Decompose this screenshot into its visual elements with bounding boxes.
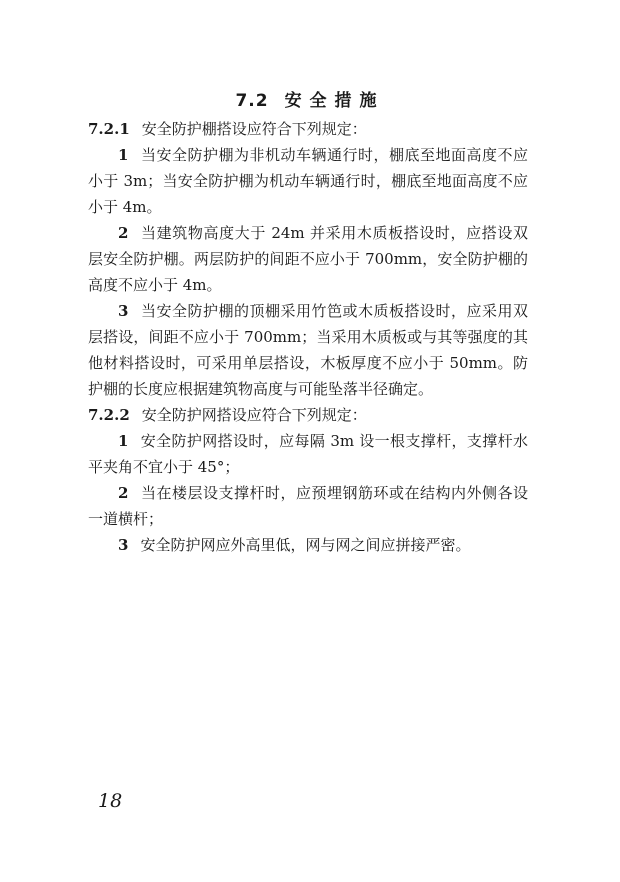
clause-item [88,532,528,558]
clause-heading: 安全防护网搭设应符合下列规定： [141,406,367,424]
section-number: 7.2 [235,91,269,111]
item-number: 3 [118,302,129,320]
item-number: 2 [118,484,129,502]
item-number: 2 [118,224,129,242]
clause-item [88,480,528,532]
clause-item [88,298,528,402]
item-text: 安全防护网应外高里低，网与网之间应拼接严密。 [140,536,471,554]
clause-7-2-1 [88,116,528,142]
item-text: 当安全防护棚的顶棚采用竹笆或木质板搭设时，应采用双层搭设，间距不应小于 700mm；当采用木质板或与其等强度的其他材料搭设时，可采用单层搭设，木板厚度不应小于 50mm。防护棚的长度应根据建筑物高度与可能坠落半径确定。 [88,302,528,398]
item-text: 当安全防护棚为非机动车辆通行时，棚底至地面高度不应小于 3m；当安全防护棚为机动车辆通行时，棚底至地面高度不应小于 4m。 [88,146,528,216]
clause-7-2-2 [88,402,528,428]
section-heading: 安全措施 [284,91,385,111]
item-number: 1 [118,432,129,450]
item-text: 当建筑物高度大于 24m 并采用木质板搭设时，应搭设双层安全防护棚。两层防护的间距不应小于 700mm，安全防护棚的高度不应小于 4m。 [88,224,528,294]
clause-item [88,428,528,480]
item-number: 3 [118,536,129,554]
section-title [0,86,620,111]
clause-heading: 安全防护棚搭设应符合下列规定： [141,120,367,138]
item-text: 安全防护网搭设时，应每隔 3m 设一根支撑杆，支撑杆水平夹角不宜小于 45°； [88,432,528,476]
clause-number: 7.2.2 [88,406,130,424]
clause-number: 7.2.1 [88,120,130,138]
item-number: 1 [118,146,129,164]
item-text: 当在楼层设支撑杆时，应预埋钢筋环或在结构内外侧各设一道横杆； [88,484,528,528]
clause-item [88,220,528,298]
page-number: 18 [98,790,123,812]
clause-item [88,142,528,220]
document-body [88,116,528,558]
